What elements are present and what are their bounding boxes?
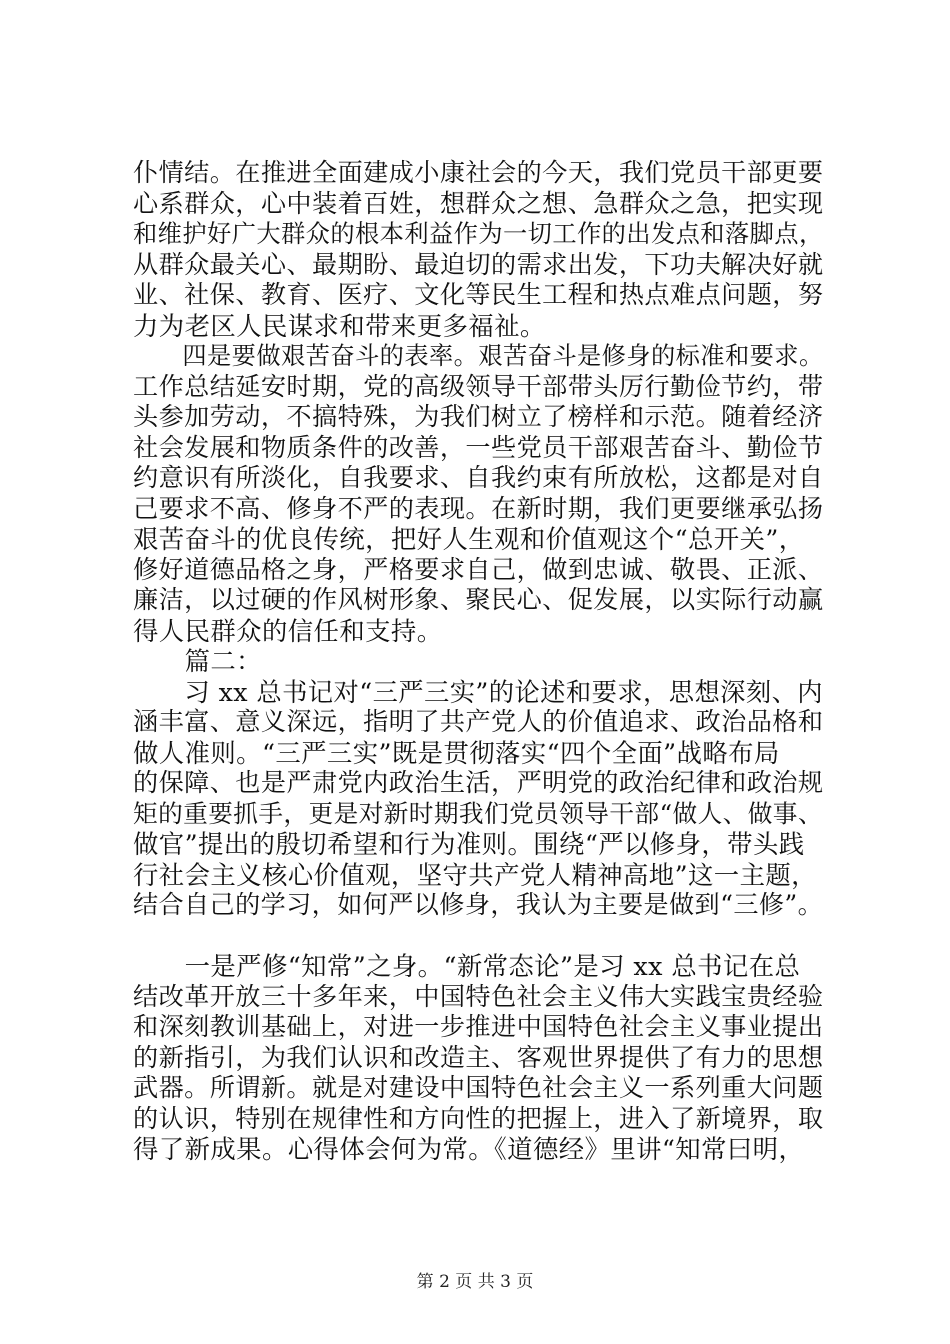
text-line: 的保障、也是严肃党内政治生活，严明党的政治纪律和政治规: [133, 768, 824, 797]
text-line: 己要求不高、修身不严的表现。在新时期，我们更要继承弘扬: [133, 493, 824, 523]
text-line: 篇二：: [133, 646, 262, 676]
page-footer: 第 2 页 共 3 页: [416, 1272, 534, 1292]
text-line: 和深刻教训基础上，对进一步推进中国特色社会主义事业提出: [133, 1012, 824, 1041]
text-line: 习 xx 总书记对“三严三实”的论述和要求，思想深刻、内: [133, 676, 824, 707]
text-line: 做人准则。“三严三实”既是贯彻落实“四个全面”战略布局: [133, 737, 780, 768]
text-line: 武器。所谓新。就是对建设中国特色社会主义一系列重大问题: [133, 1073, 824, 1102]
text-line: 业、社保、教育、医疗、文化等民生工程和热点难点问题，努: [133, 280, 824, 309]
text-line: 和维护好广大群众的根本利益作为一切工作的出发点和落脚点，: [133, 219, 824, 248]
text-line: 行社会主义核心价值观，坚守共产党人精神高地”这一主题，: [133, 859, 817, 890]
text-line: 心系群众，心中装着百姓，想群众之想、急群众之急，把实现: [133, 188, 824, 218]
text-line: 四是要做艰苦奋斗的表率。艰苦奋斗是修身的标准和要求。: [133, 341, 824, 370]
text-line: 廉洁，以过硬的作风树形象、聚民心、促发展，以实际行动赢: [133, 585, 824, 614]
text-line: 修好道德品格之身，严格要求自己，做到忠诚、敬畏、正派、: [133, 554, 824, 584]
blank-line: [133, 921, 823, 952]
text-line: 涵丰富、意义深远，指明了共产党人的价值追求、政治品格和: [133, 707, 824, 736]
text-line: 的认识，特别在规律性和方向性的把握上，进入了新境界，取: [133, 1103, 824, 1133]
text-line: 艰苦奋斗的优良传统，把好人生观和价值观这个“总开关”，: [133, 524, 805, 554]
text-line: 头参加劳动，不搞特殊，为我们树立了榜样和示范。随着经济: [133, 402, 824, 431]
text-line: 约意识有所淡化，自我要求、自我约束有所放松，这都是对自: [133, 463, 824, 492]
text-line: 一是严修“知常”之身。“新常态论”是习 xx 总书记在总: [133, 951, 801, 981]
text-line: 的新指引，为我们认识和改造主、客观世界提供了有力的思想: [133, 1042, 824, 1072]
text-line: 得了新成果。心得体会何为常。《道德经》里讲“知常曰明，: [133, 1134, 805, 1164]
text-line: 从群众最关心、最期盼、最迫切的需求出发，下功夫解决好就: [133, 249, 824, 279]
text-line: 结改革开放三十多年来，中国特色社会主义伟大实践宝贵经验: [133, 981, 824, 1011]
text-line: 矩的重要抓手，更是对新时期我们党员领导干部“做人、做事、: [133, 798, 823, 828]
text-line: 仆情结。在推进全面建成小康社会的今天，我们党员干部更要: [133, 158, 824, 187]
text-line: 力为老区人民谋求和带来更多福祉。: [133, 310, 546, 341]
text-line: 得人民群众的信任和支持。: [133, 615, 443, 646]
text-line: 结合自己的学习，如何严以修身，我认为主要是做到“三修”。: [133, 890, 824, 919]
text-line: 工作总结延安时期，党的高级领导干部带头厉行勤俭节约，带: [133, 371, 824, 401]
text-line: 社会发展和物质条件的改善，一些党员干部艰苦奋斗、勤俭节: [133, 432, 824, 462]
document-body: [133, 158, 823, 1165]
text-line: 做官”提出的殷切希望和行为准则。围绕“严以修身，带头践: [133, 829, 805, 859]
